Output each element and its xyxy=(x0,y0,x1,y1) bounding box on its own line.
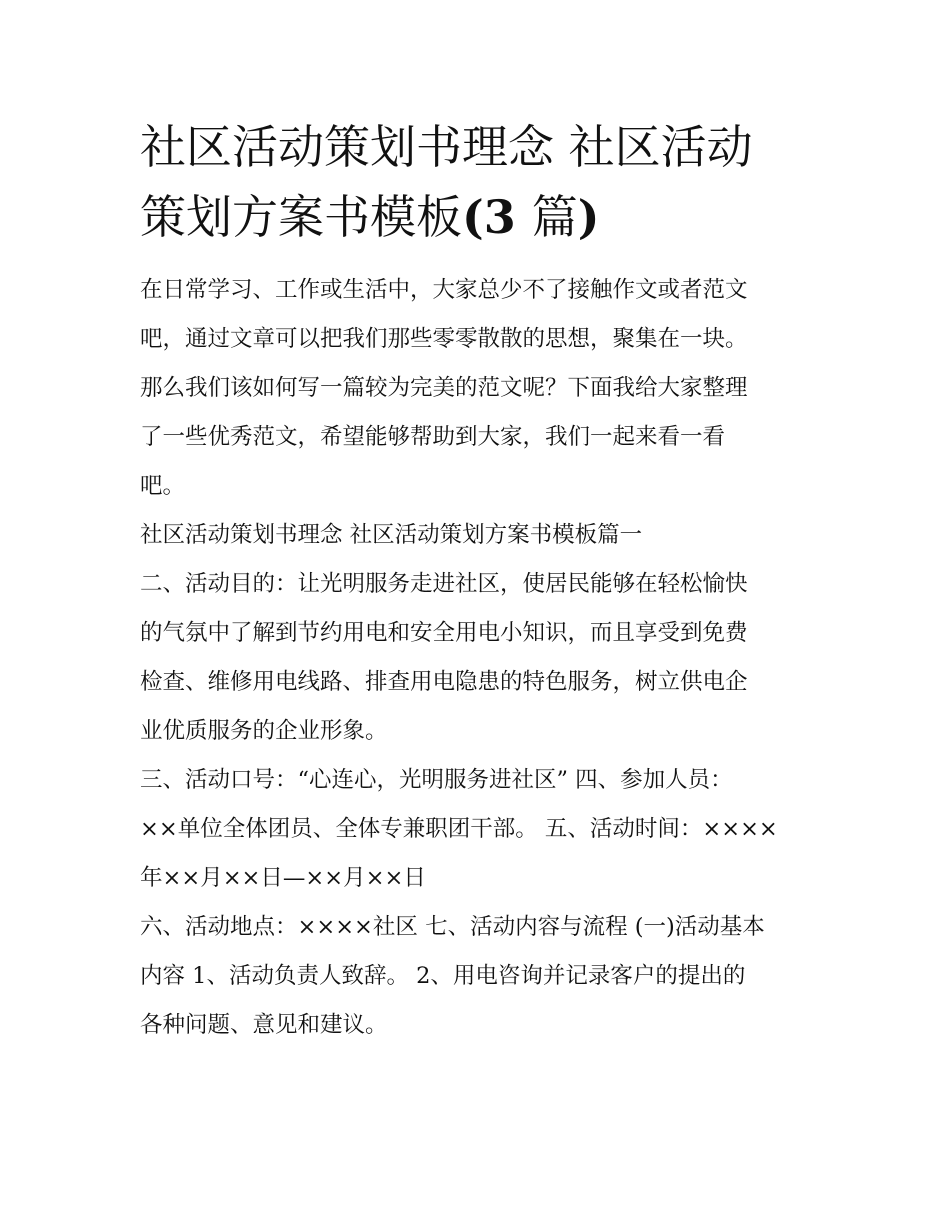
intro-line: 吧，通过文章可以把我们那些零零散散的思想，聚集在一块。 xyxy=(140,326,748,352)
title-line-1: 社区活动策划书理念 社区活动 xyxy=(140,120,753,174)
slogan-line: 三、活动口号：“心连心，光明服务进社区” 四、参加人员： xyxy=(140,767,733,793)
purpose-line: 业优质服务的企业形象。 xyxy=(140,718,388,744)
intro-line: 在日常学习、工作或生活中，大家总少不了接触作文或者范文 xyxy=(140,277,748,303)
slogan-line: ××单位全体团员、全体专兼职团干部。 五、活动时间：×××× xyxy=(140,816,778,842)
document-body xyxy=(140,112,815,1050)
title-line-2-prefix: 策划方案书模板 xyxy=(140,190,462,244)
slogan-line: 年××月××日—××月××日 xyxy=(140,865,426,891)
purpose-paragraph xyxy=(140,560,815,756)
purpose-line: 的气氛中了解到节约用电和安全用电小知识，而且享受到免费 xyxy=(140,620,748,646)
title-count-open: (3 xyxy=(462,190,532,244)
purpose-line: 二、活动目的：让光明服务走进社区，使居民能够在轻松愉快 xyxy=(140,571,748,597)
purpose-line: 检查、维修用电线路、排查用电隐患的特色服务，树立供电企 xyxy=(140,669,748,695)
place-line: 各种问题、意见和建议。 xyxy=(140,1012,388,1038)
spacer xyxy=(140,252,815,266)
place-line: 六、活动地点：××××社区 七、活动内容与流程 (一)活动基本 xyxy=(140,914,765,940)
intro-line: 那么我们该如何写一篇较为完美的范文呢？下面我给大家整理 xyxy=(140,375,748,401)
section-heading-text: 社区活动策划书理念 社区活动策划方案书模板篇一 xyxy=(140,522,643,548)
place-line: 内容 1、活动负责人致辞。 2、用电咨询并记录客户的提出的 xyxy=(140,963,746,989)
place-paragraph xyxy=(140,903,815,1050)
page-title xyxy=(140,112,815,252)
section-heading xyxy=(140,511,815,560)
title-count-close: ) xyxy=(577,190,600,244)
slogan-paragraph xyxy=(140,756,815,903)
intro-line: 吧。 xyxy=(140,473,186,499)
intro-line: 了一些优秀范文，希望能够帮助到大家，我们一起来看一看 xyxy=(140,424,726,450)
intro-paragraph xyxy=(140,266,815,511)
title-line-2 xyxy=(140,182,815,252)
title-count-unit: 篇 xyxy=(531,190,578,244)
